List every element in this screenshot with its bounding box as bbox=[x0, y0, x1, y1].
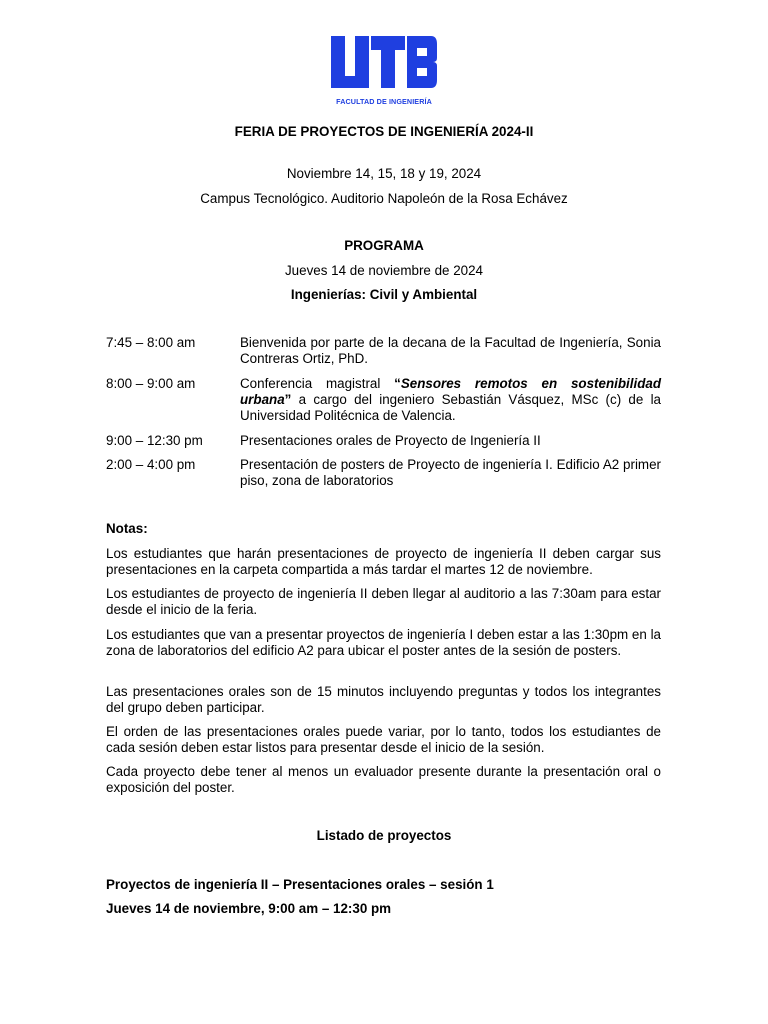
event-venue: Campus Tecnológico. Auditorio Napoleón de la Rosa Echávez bbox=[200, 191, 568, 206]
session-title: Proyectos de ingeniería II – Presentaciones orales – sesión 1 bbox=[106, 877, 494, 892]
note-item: Las presentaciones orales son de 15 minutos incluyendo preguntas y todos los integrantes del grupo deben participar. bbox=[106, 684, 661, 715]
schedule-time: 7:45 – 8:00 am bbox=[106, 335, 196, 350]
faculty-logo bbox=[331, 36, 437, 108]
schedule-description: Presentaciones orales de Proyecto de Ingeniería II bbox=[240, 433, 541, 448]
notes-heading: Notas: bbox=[106, 521, 148, 536]
quote-close: ” bbox=[284, 392, 292, 407]
program-track: Ingenierías: Civil y Ambiental bbox=[290, 287, 478, 302]
schedule-time: 2:00 – 4:00 pm bbox=[106, 457, 196, 472]
event-dates: Noviembre 14, 15, 18 y 19, 2024 bbox=[286, 166, 482, 181]
program-day: Jueves 14 de noviembre de 2024 bbox=[284, 263, 484, 278]
faculty-caption: FACULTAD DE INGENIERÍA bbox=[336, 97, 432, 106]
schedule-description: Bienvenida por parte de la decana de la Facultad de Ingeniería, Sonia Contreras Ortiz, PhD. bbox=[240, 335, 661, 366]
utb-logo-mark bbox=[331, 36, 437, 96]
schedule-description bbox=[240, 376, 661, 424]
description-prefix: Conferencia magistral bbox=[240, 376, 395, 391]
session-time: Jueves 14 de noviembre, 9:00 am – 12:30 pm bbox=[106, 901, 392, 916]
note-item: Los estudiantes que harán presentaciones de proyecto de ingeniería II deben cargar sus presentaciones en la carpeta compartida a más tardar el martes 12 de noviembre. bbox=[106, 546, 661, 577]
description-suffix: a cargo del ingeniero Sebastián Vásquez, MSc (c) de la Universidad Politécnica de Valencia. bbox=[240, 392, 661, 423]
note-item: Los estudiantes que van a presentar proyectos de ingeniería I deben estar a las 1:30pm en la zona de laboratorios del edificio A2 para ubicar el poster antes de la sesión de posters. bbox=[106, 627, 661, 658]
note-item: El orden de las presentaciones orales puede variar, por lo tanto, todos los estudiantes de cada sesión deben estar listos para presentar desde el inicio de la sesión. bbox=[106, 724, 661, 755]
note-item: Los estudiantes de proyecto de ingeniería II deben llegar al auditorio a las 7:30am para estar desde el inicio de la feria. bbox=[106, 586, 661, 617]
projects-heading: Listado de proyectos bbox=[316, 828, 452, 843]
schedule-description: Presentación de posters de Proyecto de ingeniería I. Edificio A2 primer piso, zona de laboratorios bbox=[240, 457, 661, 488]
program-heading: PROGRAMA bbox=[344, 238, 424, 253]
schedule-time: 8:00 – 9:00 am bbox=[106, 376, 196, 391]
event-title: FERIA DE PROYECTOS DE INGENIERÍA 2024-II bbox=[234, 124, 534, 139]
schedule-time: 9:00 – 12:30 pm bbox=[106, 433, 203, 448]
quote-open: “ bbox=[394, 376, 401, 391]
note-item: Cada proyecto debe tener al menos un evaluador presente durante la presentación oral o exposición del poster. bbox=[106, 764, 661, 795]
conference-title: Sensores remotos en sostenibilidad urbana bbox=[240, 376, 661, 407]
